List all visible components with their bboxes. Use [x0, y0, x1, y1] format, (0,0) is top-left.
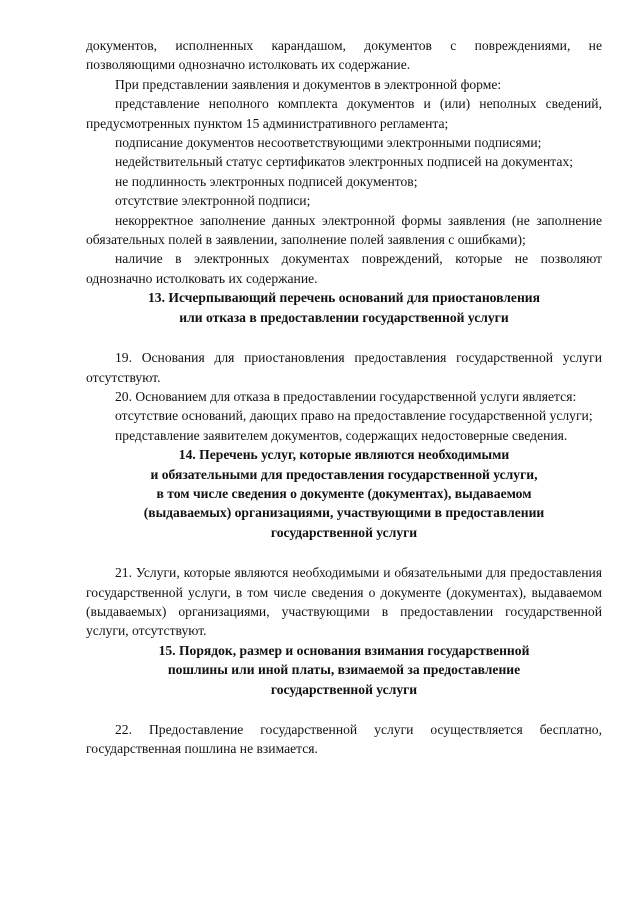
- section-15-heading: [86, 641, 602, 699]
- paragraph-22: 22. Предоставление государственной услуги осуществляется бесплатно, государственная пошлина не взимается.: [86, 722, 602, 757]
- paragraph-incorrect-form: некорректное заполнение данных электронной формы заявления (не заполнение обязательных полей в заявлении, заполнение полей заявления с ошибками);: [86, 212, 602, 248]
- paragraph-incomplete-set: представление неполного комплекта документов и (или) неполных сведений, предусмотренных пунктом 15 административного регламента;: [86, 96, 602, 131]
- section-13-heading: [86, 288, 602, 327]
- section-13-heading-line: 13. Исчерпывающий перечень оснований для приостановления: [148, 290, 540, 306]
- paragraph-20: 20. Основанием для отказа в предоставлении государственной услуги является:: [115, 388, 577, 404]
- paragraph-no-signature: отсутствие электронной подписи;: [115, 193, 311, 209]
- paragraph-20-a: отсутствие оснований, дающих право на предоставление государственной услуги;: [115, 408, 593, 424]
- paragraph-19: 19. Основания для приостановления предоставления государственной услуги отсутствуют.: [86, 350, 602, 385]
- section-15-heading-line: государственной услуги: [270, 681, 418, 697]
- section-14-heading-line: (выдаваемых) организациями, участвующими в предоставлении: [143, 505, 545, 521]
- section-14-heading-line: 14. Перечень услуг, которые являются необходимыми: [178, 447, 510, 463]
- paragraph-electronic-form: При представлении заявления и документов в электронной форме:: [115, 76, 502, 92]
- paragraph-unauthentic-signatures: не подлинность электронных подписей документов;: [115, 173, 418, 189]
- paragraph-21: 21. Услуги, которые являются необходимыми и обязательными для предоставления государственной услуги, в том числе сведения о документе (документах), выдаваемом (выдаваемых) организациями, участвующими в предоставлении государственной услуги, отсутствуют.: [86, 565, 602, 639]
- section-14-heading-line: государственной услуги: [270, 524, 418, 540]
- paragraph-wrong-signatures: подписание документов несоответствующими электронными подписями;: [115, 135, 542, 151]
- paragraph-invalid-certificates: недействительный статус сертификатов электронных подписей на документах;: [115, 154, 574, 170]
- document-page: [86, 36, 602, 759]
- section-15-heading-line: 15. Порядок, размер и основания взимания государственной: [158, 642, 530, 658]
- section-14-heading-line: в том числе сведения о документе (документах), выдаваемом: [156, 485, 532, 501]
- paragraph-damaged-documents: наличие в электронных документах повреждений, которые не позволяют однозначно истолковать их содержание.: [86, 251, 602, 286]
- section-13-heading-line: или отказа в предоставлении государственной услуги: [179, 309, 509, 325]
- paragraph-20-b: представление заявителем документов, содержащих недостоверные сведения.: [115, 427, 568, 443]
- section-15-heading-line: пошлины или иной платы, взимаемой за предоставление: [167, 662, 521, 678]
- paragraph-intro-1: документов, исполненных карандашом, документов с повреждениями, не позволяющими однозначно истолковать их содержание.: [86, 38, 602, 73]
- section-14-heading: [86, 445, 602, 542]
- section-14-heading-line: и обязательными для предоставления государственной услуги,: [150, 466, 538, 482]
